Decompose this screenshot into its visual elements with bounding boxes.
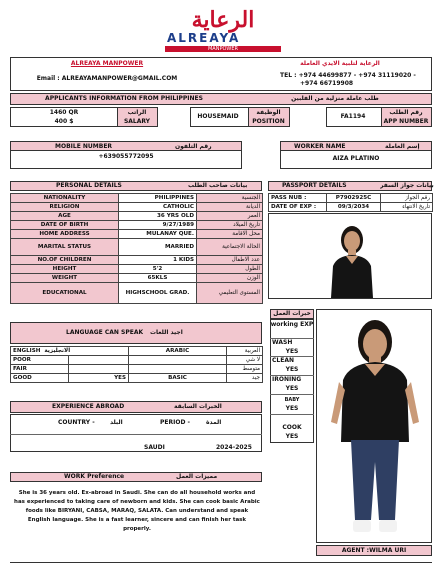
row-label: PASS NUB :	[269, 194, 327, 203]
passport-expiry-value: 09/3/2034	[327, 203, 381, 212]
work-preference-text: She is 36 years old. Ex-abroad in Saudi. She can do all household works and has experienced to taking care of newborn and kids. She can cook basic Arabic foods like BIRYANI, CABSA, MARAQ, SALATA. Can understand and speak English language. She is a fast learner, sincere and can finish her task properly.	[14, 490, 260, 532]
level-label: FAIR	[11, 365, 69, 374]
applicants-banner-ar: طلب عاملة منزلية من الفلبين	[291, 95, 379, 102]
table-row	[269, 194, 433, 203]
row-label-ar: الجنسية	[197, 194, 263, 203]
table-row	[11, 283, 263, 304]
app-number-label-en: APP NUMBER	[383, 118, 429, 125]
agent-label: AGENT :WILMA URI	[341, 547, 407, 554]
skill-label-wash: WASH	[272, 339, 293, 346]
experience-header	[10, 401, 262, 413]
company-logo	[163, 8, 283, 52]
arabic-label: ARABIC	[129, 347, 227, 356]
salary-label-en: SALARY	[123, 118, 151, 125]
row-label-ar: رقم الجواز	[381, 194, 433, 203]
skill-value-clean: YES	[285, 366, 299, 373]
row-value: 36 YRS OLD	[119, 212, 197, 221]
experience-country-value: SAUDI	[144, 444, 165, 451]
table-row	[11, 374, 263, 383]
arabic-level-value	[129, 356, 227, 365]
row-label: EDUCATIONAL	[11, 283, 119, 304]
personal-details-title-en: PERSONAL DETAILS	[56, 182, 122, 189]
level-label-ar: لا شي	[227, 356, 263, 365]
experience-country-label: COUNTRY -	[58, 419, 95, 426]
row-value: 5'2	[119, 265, 197, 274]
row-value: MULANAY QUE.	[119, 230, 197, 239]
level-label: GOOD	[11, 374, 69, 383]
table-row	[11, 203, 263, 212]
row-label: DATE OF EXP :	[269, 203, 327, 212]
row-label: AGE	[11, 212, 119, 221]
row-label: WEIGHT	[11, 274, 119, 283]
english-label: ENGLISH	[13, 347, 41, 354]
salary-usd: 400 $	[54, 118, 74, 125]
company-phone-1: TEL : +974 44699877 - +974 31119020 -	[280, 72, 416, 79]
skill-divider	[270, 414, 314, 415]
page-bottom-line	[10, 562, 432, 563]
table-row	[11, 265, 263, 274]
applicants-banner-en: APPLICANTS INFORMATION FROM PHILIPPINES	[45, 95, 203, 102]
table-row	[11, 365, 263, 374]
portrait-large-frame	[316, 309, 432, 543]
skills-title-ar: خبرات العمل	[273, 310, 311, 317]
table-row	[11, 274, 263, 283]
experience-period-label-ar: المدة	[206, 419, 222, 426]
row-label-ar: محل الاقامة	[197, 230, 263, 239]
passport-title-ar: بيانات جواز السفر	[380, 182, 434, 189]
row-value: HIGHSCHOOL GRAD.	[119, 283, 197, 304]
row-label-ar: الوزن	[197, 274, 263, 283]
logo-tagline: MANPOWER	[207, 46, 238, 52]
row-label-ar: الديانة	[197, 203, 263, 212]
english-level-value	[69, 356, 129, 365]
row-label-ar: تاريخ الميلاد	[197, 221, 263, 230]
work-preference-title-en: WORK Preference	[64, 473, 125, 480]
passport-title-en: PASSPORT DETAILS	[282, 182, 347, 189]
skill-value-ironing: YES	[285, 385, 299, 392]
arabic-label-ar: العربية	[227, 347, 263, 356]
skill-divider	[270, 394, 314, 395]
company-email[interactable]: Email : ALREAYAMANPOWER@GMAIL.COM	[36, 75, 178, 82]
experience-period-value: 2024-2025	[216, 444, 252, 451]
skill-label-ironing: IRONING	[272, 376, 302, 383]
arabic-level-value: BASIC	[129, 374, 227, 383]
row-label: MARITAL STATUS	[11, 239, 119, 256]
row-label: DATE OF BIRTH	[11, 221, 119, 230]
app-number-label-ar: رقم الطلب	[389, 109, 423, 116]
personal-details-title-ar: بيانات صاحب الطلب	[188, 182, 248, 189]
row-label-ar: العمر	[197, 212, 263, 221]
language-title-ar: اجيد اللغات	[150, 329, 183, 336]
table-row	[11, 347, 263, 356]
row-label: NATIONALITY	[11, 194, 119, 203]
row-label-ar: عدد الاطفال	[197, 256, 263, 265]
row-label: RELIGION	[11, 203, 119, 212]
english-level-value	[69, 365, 129, 374]
english-level-value: YES	[69, 374, 129, 383]
row-label-ar: تاريخ الانتهاء	[381, 203, 433, 212]
mobile-label-en: MOBILE NUMBER	[55, 143, 113, 150]
skill-label-clean: CLEAN	[272, 357, 294, 364]
worker-label-en: WORKER NAME	[294, 143, 346, 150]
table-row	[269, 203, 433, 212]
company-name-en: ALREAYA MANPOWER	[70, 60, 144, 67]
row-label-ar: المستوى التعليمي	[197, 283, 263, 304]
english-label-ar: الانجليزية	[44, 347, 71, 354]
row-value: CATHOLIC	[119, 203, 197, 212]
arabic-level-value	[129, 365, 227, 374]
skill-value-wash: YES	[285, 348, 299, 355]
row-label-ar: الطول	[197, 265, 263, 274]
language-table	[10, 346, 263, 383]
salary-qar: 1460 QR	[49, 109, 79, 116]
table-row	[11, 356, 263, 365]
row-value: 9/27/1989	[119, 221, 197, 230]
work-preference-header	[10, 472, 262, 482]
row-label-ar: الحالة الاجتماعية	[197, 239, 263, 256]
portrait-large-photo	[321, 312, 429, 542]
company-phone-2: +974 66719908	[300, 80, 354, 87]
level-label: POOR	[11, 356, 69, 365]
experience-title-ar: الخبرات السابقة	[174, 403, 222, 410]
skill-label-baby: BABY	[284, 397, 300, 403]
row-value: 1 KIDS	[119, 256, 197, 265]
mobile-label-ar: رقم التلفون	[175, 143, 212, 150]
company-name-ar: الرعاية لتلبية الايدي العاملة	[300, 60, 380, 67]
app-number-value: FA1194	[340, 113, 366, 120]
row-label: NO.OF CHILDREN	[11, 256, 119, 265]
position-label-en: POSITION	[252, 118, 285, 125]
position-label-ar: الوظيفة	[256, 109, 281, 116]
logo-arabic: الرعاية	[191, 7, 255, 33]
table-row	[11, 230, 263, 239]
table-row	[11, 221, 263, 230]
level-label-ar: جيد	[227, 374, 263, 383]
portrait-small-frame	[268, 213, 432, 299]
passport-number-value: P7902925C	[327, 194, 381, 203]
row-label: HEIGHT	[11, 265, 119, 274]
table-row	[11, 194, 263, 203]
position-value: HOUSEMAID	[197, 113, 239, 120]
salary-label-ar: الراتب	[127, 109, 147, 116]
row-label: HOME ADDRESS	[11, 230, 119, 239]
personal-details-table	[10, 193, 263, 304]
skill-value-cook: YES	[285, 433, 299, 440]
experience-divider	[10, 434, 262, 435]
worker-name-value: AIZA PLATINO	[332, 155, 380, 162]
row-value: 65KLS	[119, 274, 197, 283]
row-value: MARRIED	[119, 239, 197, 256]
level-label-ar: متوسط	[227, 365, 263, 374]
experience-period-label: PERIOD -	[160, 419, 191, 426]
skill-label-working-exp: working EXP	[270, 321, 314, 328]
table-row	[11, 239, 263, 256]
mobile-value[interactable]: +639055772095	[98, 153, 154, 160]
skill-label-cook: COOK	[282, 424, 302, 431]
language-title-en: LANGUAGE CAN SPEAK	[66, 329, 144, 336]
passport-table	[268, 193, 433, 212]
logo-latin: ALREAYA	[167, 31, 241, 45]
table-row	[11, 256, 263, 265]
table-row	[11, 212, 263, 221]
worker-label-ar: إسم العاملة	[385, 143, 420, 150]
experience-title-en: EXPERIENCE ABROAD	[52, 403, 125, 410]
experience-country-label-ar: البلد	[110, 419, 123, 426]
portrait-small-photo	[327, 222, 377, 298]
work-preference-title-ar: مميزات العمل	[176, 473, 218, 480]
skill-value-baby: YES	[285, 405, 299, 412]
row-value: PHILIPPINES	[119, 194, 197, 203]
